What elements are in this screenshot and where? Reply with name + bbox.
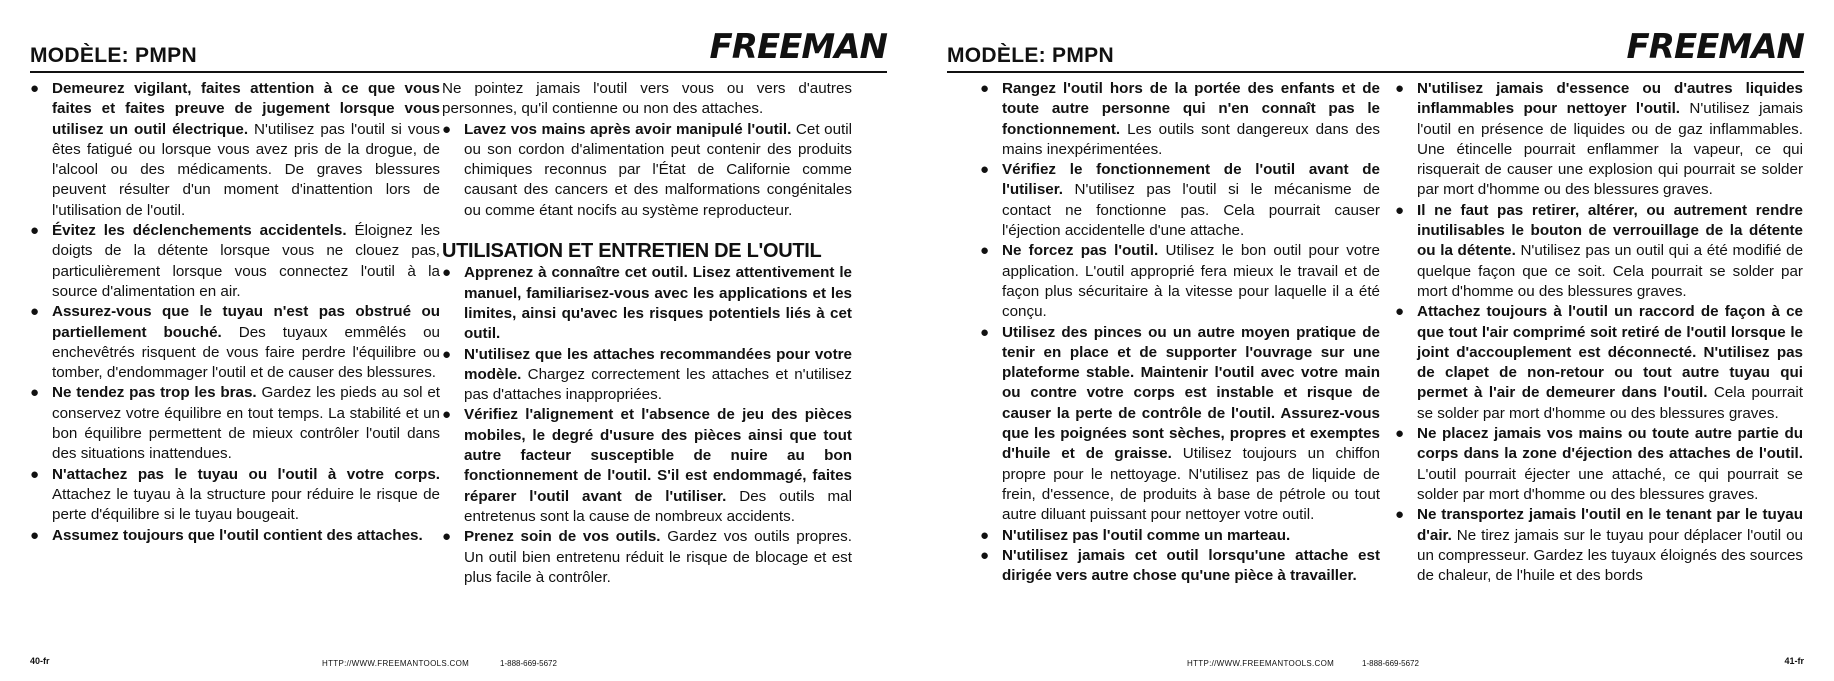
footer-phone: 1-888-669-5672 [1362, 659, 1419, 668]
list-item: ● Ne forcez pas l'outil. Utilisez le bon outil pour votre application. L'outil approprié fera mieux le travail et de façon plus sécuritaire à la vitesse pour laquelle il a été conçu. [980, 241, 1380, 322]
list-item: ● Évitez les déclenchements accidentels. Éloignez les doigts de la détente lorsque vous ne clouez pas, particulièrement lorsque vous connectez l'outil à la source d'alimentation en air. [30, 221, 440, 302]
left-column-2 [442, 79, 852, 588]
list-item: ● N'utilisez que les attaches recommandées pour votre modèle. Chargez correctement les attaches et n'utilisez pas d'attaches inappropriées. [442, 345, 852, 406]
list-item: ● Il ne faut pas retirer, altérer, ou autrement rendre inutilisables le bouton de verrouillage de la détente ou la détente. N'utilisez pas un outil qui a été modifié de quelque façon que ce soit. Cela pourrait se solder par mort d'homme ou des blessures graves. [1395, 201, 1803, 302]
right-column-1 [980, 79, 1380, 586]
list-item: ● Utilisez des pinces ou un autre moyen pratique de tenir en place et de supporter l'ouvrage sur une plateforme stable. Maintenir l'outil avec votre main ou contre votre corps est instable et risque de causer la perte de contrôle de l'outil. Assurez-vous que les poignées sont sèches, propres et exemptes d'huile et de graisse. Utilisez toujours un chiffon propre pour le nettoyage. N'utilisez pas de liquide de frein, d'essence, de produits à base de pétrole ou tout autre diluant puissant pour nettoyer votre outil. [980, 323, 1380, 526]
header-rule [947, 71, 1804, 73]
list-item: ● Assurez-vous que le tuyau n'est pas obstrué ou partiellement bouché. Des tuyaux emmêlés ou enchevêtrés risquent de vous faire perdre l'équilibre ou tomber, d'endommager l'outil et de causer des blessures. [30, 302, 440, 383]
list-item: ● N'utilisez jamais d'essence ou d'autres liquides inflammables pour nettoyer l'outil. N'utilisez jamais l'outil en présence de liquides ou de gaz inflammables. Une étincelle pourrait enflammer la vapeur, ce qui risquerait de causer une explosion qui pourrait se solder par mort d'homme ou des blessures graves. [1395, 79, 1803, 201]
page-header [947, 27, 1804, 70]
list-item: ● N'utilisez jamais cet outil lorsqu'une attache est dirigée vers autre chose qu'une pièce à travailler. [980, 546, 1380, 587]
list-item: ● Vérifiez l'alignement et l'absence de jeu des pièces mobiles, le degré d'usure des pièces ainsi que tout autre facteur susceptible de nuire au bon fonctionnement de l'outil. S'il est endommagé, faites réparer l'outil avant de l'utiliser. Des outils mal entretenus sont la cause de nombreux accidents. [442, 405, 852, 527]
list-item: ● Lavez vos mains après avoir manipulé l'outil. Cet outil ou son cordon d'alimentation peut contenir des produits chimiques reconnus par l'État de Californie comme causant des cancers et des malformations congénitales ou comme étant nocifs au système reproducteur. [442, 120, 852, 221]
list-item: ● Assumez toujours que l'outil contient des attaches. [30, 526, 440, 546]
header-rule [30, 71, 887, 73]
list-item: ● Prenez soin de vos outils. Gardez vos outils propres. Un outil bien entretenu réduit le risque de blocage et est plus facile à contrôler. [442, 527, 852, 588]
list-item: ● N'attachez pas le tuyau ou l'outil à votre corps. Attachez le tuyau à la structure pour réduire le risque de perte d'équilibre si le tuyau bougeait. [30, 465, 440, 526]
list-item: ● Vérifiez le fonctionnement de l'outil avant de l'utiliser. N'utilisez pas l'outil si le mécanisme de contact ne fonctionne pas. Cela pourrait causer l'éjection accidentelle d'une attache. [980, 160, 1380, 241]
left-column-1 [30, 79, 440, 546]
list-item: ● N'utilisez pas l'outil comme un marteau. [980, 526, 1380, 546]
footer-url: HTTP://WWW.FREEMANTOOLS.COM [322, 659, 470, 668]
list-item: ● Attachez toujours à l'outil un raccord de façon à ce que tout l'air comprimé soit retiré de l'outil lorsque le joint d'accouplement est déconnecté. N'utilisez pas de clapet de non-retour ou tout autre tuyau qui permet à l'air de demeurer dans l'outil. Cela pourrait se solder par mort d'homme ou des blessures graves. [1395, 302, 1803, 424]
right-page [917, 0, 1834, 681]
continued-paragraph: Ne pointez jamais l'outil vers vous ou vers d'autres personnes, qu'il contienne ou non des attaches. [442, 80, 852, 118]
freeman-logo: FREEMAN [1626, 27, 1804, 67]
model-title: MODÈLE: PMPN [30, 44, 197, 67]
list-item: ● Ne transportez jamais l'outil en le tenant par le tuyau d'air. Ne tirez jamais sur le tuyau pour déplacer l'outil ou un compresseur. Gardez les tuyaux éloignés des sources de chaleur, de l'huile et des bords [1395, 505, 1803, 586]
model-title: MODÈLE: PMPN [947, 44, 1114, 67]
list-item: ● Demeurez vigilant, faites attention à ce que vous faites et faites preuve de jugement lorsque vous utilisez un outil électrique. N'utilisez pas l'outil si vous êtes fatigué ou lorsque vous avez pris de la drogue, de l'alcool ou des médicaments. De graves blessures peuvent résulter d'un moment d'inattention lors de l'utilisation de l'outil. [30, 79, 440, 221]
freeman-logo: FREEMAN [709, 27, 887, 67]
right-column-2 [1395, 79, 1803, 586]
list-item: ● Apprenez à connaître cet outil. Lisez attentivement le manuel, familiarisez-vous avec les applications et les limites, ainsi qu'avec les risques potentiels liés à cet outil. [442, 263, 852, 344]
page-number: 40-fr [30, 656, 50, 666]
list-item: ● Ne tendez pas trop les bras. Gardez les pieds au sol et conservez votre équilibre en tout temps. La stabilité et un bon équilibre permettent de mieux contrôler l'outil dans des situations inattendues. [30, 383, 440, 464]
list-item: ● Ne placez jamais vos mains ou toute autre partie du corps dans la zone d'éjection des attaches de l'outil. L'outil pourrait éjecter une attaché, ce qui pourrait se solder par mort d'homme ou des blessures graves. [1395, 424, 1803, 505]
page-header [30, 27, 887, 70]
section-heading: UTILISATION ET ENTRETIEN DE L'OUTIL [442, 240, 822, 263]
list-item: ● Rangez l'outil hors de la portée des enfants et de toute autre personne qui n'en connaît pas le fonctionnement. Les outils sont dangereux dans des mains inexpérimentées. [980, 79, 1380, 160]
page-number: 41-fr [1784, 656, 1804, 666]
footer-phone: 1-888-669-5672 [500, 659, 557, 668]
footer-url: HTTP://WWW.FREEMANTOOLS.COM [1187, 659, 1335, 668]
